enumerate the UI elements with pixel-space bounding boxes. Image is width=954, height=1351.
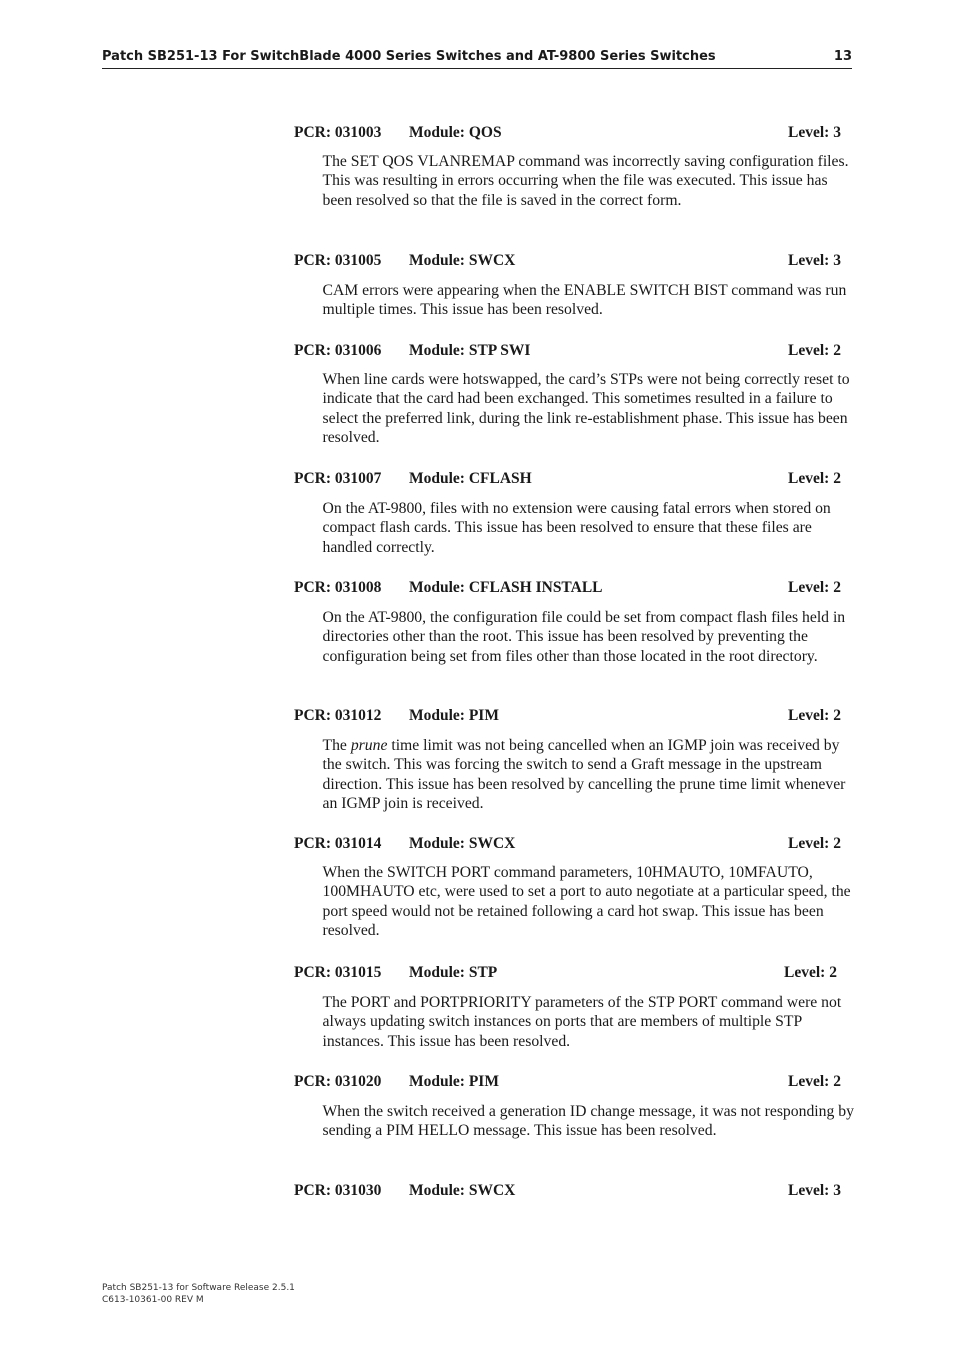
pcr-level: Level: 2 <box>788 835 841 852</box>
pcr-description: When the SWITCH PORT command parameters, 10HMAUTO, 10MFAUTO, 100MHAUTO etc, were used to set a port to auto negotiate at a particular speed, the port speed would not be retained following a card hot swap. This issue has been resolved. <box>322 864 851 940</box>
footer-doc-number: C613-10361-00 REV M <box>102 1295 204 1305</box>
description-prefix: The <box>322 737 351 754</box>
pcr-heading <box>294 1073 864 1093</box>
pcr-module: Module: STP SWI <box>409 342 531 359</box>
page-footer <box>102 1282 295 1306</box>
pcr-heading <box>294 835 864 855</box>
footer-release: Patch SB251-13 for Software Release 2.5.1 <box>102 1283 295 1293</box>
pcr-number: PCR: 031015 <box>294 964 382 981</box>
pcr-module: Module: SWCX <box>409 835 516 852</box>
pcr-level: Level: 3 <box>788 124 841 141</box>
pcr-description: When the switch received a generation ID change message, it was not responding by sending a PIM HELLO message. This issue has been resolved. <box>322 1103 854 1140</box>
page-header <box>102 48 852 69</box>
pcr-number: PCR: 031008 <box>294 579 382 596</box>
pcr-heading <box>294 252 864 272</box>
pcr-heading <box>294 964 864 984</box>
pcr-description: On the AT-9800, the configuration file could be set from compact flash files held in directories other than the root. This issue has been resolved by preventing the configuration being set from files other than those located in the root directory. <box>322 609 846 665</box>
pcr-entry <box>294 1182 864 1202</box>
pcr-module: Module: QOS <box>409 124 502 141</box>
pcr-number: PCR: 031030 <box>294 1182 382 1199</box>
pcr-number: PCR: 031003 <box>294 124 382 141</box>
pcr-level: Level: 2 <box>788 342 841 359</box>
pcr-heading <box>294 579 864 599</box>
pcr-heading <box>294 1182 864 1202</box>
pcr-level: Level: 2 <box>788 470 841 487</box>
pcr-module: Module: PIM <box>409 707 499 724</box>
pcr-module: Module: CFLASH <box>409 470 532 487</box>
pcr-heading <box>294 470 864 490</box>
pcr-entry <box>294 579 864 666</box>
pcr-level: Level: 2 <box>788 579 841 596</box>
pcr-level: Level: 2 <box>788 1073 841 1090</box>
description-emphasis: prune <box>350 737 388 754</box>
pcr-entry <box>294 1073 864 1141</box>
pcr-module: Module: CFLASH INSTALL <box>409 579 603 596</box>
pcr-entry <box>294 707 864 814</box>
pcr-module: Module: SWCX <box>409 252 516 269</box>
page-number: 13 <box>833 49 852 64</box>
pcr-module: Module: STP <box>409 964 498 981</box>
pcr-level: Level: 3 <box>788 1182 841 1199</box>
pcr-entry <box>294 470 864 557</box>
pcr-number: PCR: 031014 <box>294 835 382 852</box>
pcr-module: Module: SWCX <box>409 1182 516 1199</box>
pcr-entry <box>294 964 864 1051</box>
pcr-heading <box>294 342 864 362</box>
pcr-description: The SET QOS VLANREMAP command was incorrectly saving configuration files. This was resulting in errors occurring when the file was executed. This issue has been resolved so that the file is saved in the correct form. <box>322 153 849 209</box>
pcr-number: PCR: 031012 <box>294 707 382 724</box>
pcr-heading <box>294 124 864 144</box>
pcr-module: Module: PIM <box>409 1073 499 1090</box>
pcr-description: When line cards were hotswapped, the card’s STPs were not being correctly reset to indicate that the card had been exchanged. This sometimes resulted in a failure to select the preferred link, during the link re-establishment phase. This issue has been resolved. <box>322 371 850 447</box>
pcr-number: PCR: 031005 <box>294 252 382 269</box>
pcr-number: PCR: 031006 <box>294 342 382 359</box>
pcr-entry <box>294 342 864 448</box>
pcr-description: On the AT-9800, files with no extension were causing fatal errors when stored on compact flash cards. This issue has been resolved to ensure that these files are handled correctly. <box>322 500 831 556</box>
header-title: Patch SB251-13 For SwitchBlade 4000 Series Switches and AT-9800 Series Switches <box>102 49 716 64</box>
pcr-number: PCR: 031020 <box>294 1073 382 1090</box>
pcr-number: PCR: 031007 <box>294 470 382 487</box>
pcr-level: Level: 3 <box>788 252 841 269</box>
pcr-description: CAM errors were appearing when the ENABLE SWITCH BIST command was run multiple times. This issue has been resolved. <box>322 282 847 319</box>
pcr-level: Level: 2 <box>784 964 837 981</box>
pcr-entry <box>294 124 864 210</box>
pcr-entry <box>294 252 864 320</box>
pcr-entry <box>294 835 864 941</box>
pcr-level: Level: 2 <box>788 707 841 724</box>
pcr-heading <box>294 707 864 727</box>
pcr-description: The PORT and PORTPRIORITY parameters of the STP PORT command were not always updating switch instances on ports that are members of multiple STP instances. This issue has been resolved. <box>322 994 842 1050</box>
pcr-description <box>294 736 855 814</box>
description-suffix: time limit was not being cancelled when an IGMP join was received by the switch. This was forcing the switch to send a Graft message in the upstream direction. This issue has been resolved by cancelling the prune time limit whenever an IGMP join is received. <box>322 737 846 813</box>
